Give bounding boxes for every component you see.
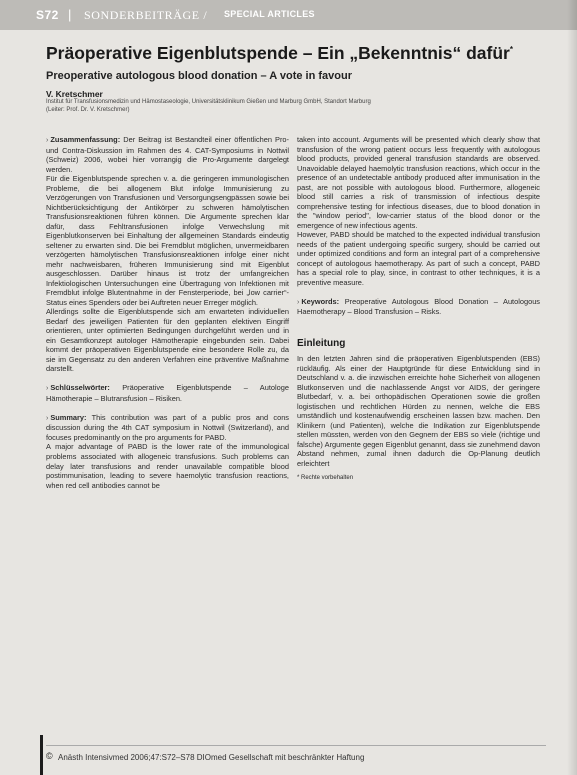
- einleitung-paragraph: In den letzten Jahren sind die präoperativen Eigenblutspenden (EBS) rückläufig. Als einer der Hauptgründe für diese Entwicklung sind in Deutschland v. a. die inzwischen erreichte hohe Sicherheit von allogenen Blutkonserven und die nachlassende Angst vor AIDS, der geringere Blutbedarf, v. a. bei orthopädischen Operationen sowie die großen logistischen und rechtlichen Hürden zu nennen, welche die EBS umständlich und kostenaufwendig erscheinen lassen bzw. machen. Den Klinikern (und Patienten), welche die Indikation zur Eigenblutspende stellen müssten, werden von den Gegnern der EBS so viele (richtige und falsche) Argumente gegen Eigenblut genannt, dass sie zunehmend davon Abstand nehmen, zumal ihnen dadurch die Op-Planung deutlich erleichtert: [297, 354, 540, 468]
- arrow-marker-icon: ›: [46, 414, 49, 422]
- zusammenfassung-label: Zusammenfassung:: [50, 135, 121, 144]
- arrow-marker-icon: ›: [46, 385, 49, 393]
- summary-text: This contribution was part of a public pros and cons discussion during the 4th CAT symposium in Nottwil (Switzerland), and focuses predominantly on the pro arguments for PABD.: [46, 412, 290, 442]
- summary-continuation: taken into account. Arguments will be presented which clearly show that transfusion of the wrong patient occurs less frequently with autologous blood products, provided general transfusion standards are observed. Unavoidable delayed haemolytic transfusion reactions, which occur in the presence of an undetectable antibody produced after immunisation in the past, are not possible with autologous blood. Furthermore, allogeneic blood still carries a risk of transmission of infectious despite comprehensive testing for infectious diseases, due to blood donation in the "window period", low-carrier status of the blood donor or the emergence of new infectious agents.: [297, 135, 540, 230]
- section-heading-einleitung: Einleitung: [297, 337, 346, 349]
- page-number: S72: [36, 8, 59, 22]
- arrow-marker-icon: ›: [46, 137, 49, 144]
- right-column: [297, 135, 540, 484]
- article-title: [46, 43, 546, 64]
- schluesselwoerter-paragraph: [46, 383, 289, 403]
- citation-footer: Anästh Intensivmed 2006;47:S72–S78 DIOmed Gesellschaft mit beschränkter Haftung: [58, 753, 365, 762]
- article-title-text: Präoperative Eigenblutspende – Ein „Bekenntnis“ dafür: [46, 43, 510, 63]
- summary-label: Summary:: [50, 412, 87, 422]
- schluesselwoerter-text: Präoperative Eigenblutspende – Autologe Hämotherapie – Blutransfusion – Risiken.: [46, 383, 289, 403]
- arrow-marker-icon: ›: [297, 298, 300, 306]
- page-shadow: [567, 0, 577, 775]
- zusammenfassung-text: Der Beitrag ist Bestandteil einer öffentlichen Pro- und Contra-Diskussion im Rahmen des 4. CAT-Symposiums in Nottwil (Schweiz) 2006, wobei hier vorrangig die Pro-Argumente dargelegt werden.: [46, 135, 289, 174]
- title-footnote-mark: *: [509, 45, 513, 55]
- keywords-paragraph: [297, 297, 540, 317]
- article-subtitle: Preoperative autologous blood donation – A vote in favour: [46, 70, 352, 82]
- author-affiliation: Institut für Transfusionsmedizin und Hämostaseologie, Universitätsklinikum Gießen und Marburg GmbH, Standort Marburg: [46, 99, 371, 105]
- zusammenfassung-paragraph-2: Für die Eigenblutspende sprechen v. a. die geringeren immunologischen Probleme, die bei allogenem Blut infolge Immunisierung zu Verzögerungen von Transfusionen und Versorgungsengpässen sowie bei Nichtberücksichtigung der Antikörper zu schweren hämolytischen Transfusionsreaktionen führen können. Die Argumente sprechen klar dafür, dass Fehltransfusionen infolge Verwechslung mit Eigenblutkonserven bei Einhaltung der allgemeinen Standards eindeutig seltener zu erwarten sind. Die bei Fremdblut möglichen, unvermeidbaren verzögerten hämolytischen Transfusionsreaktionen infolge einer nicht mehr nachweisbaren, früheren Immunisierung sind mit Eigenblut ausgeschlossen. Darüber hinaus ist trotz der umfangreichen Infektiologischen Untersuchungen eine Übertragung von Infektionen mit Fremdblut infolge Blutentnahme in der Fensterperiode, bei „low carrier“-Status eines Spenders oder bei Auftreten neuer Erreger möglich.: [46, 174, 289, 307]
- left-column: [46, 135, 289, 490]
- summary-paragraph-2: A major advantage of PABD is the lower rate of the immunological problems associated with allogeneic transfusions. Such problems can delay later transfusions and render unavailable compatible blood postimmunisation, leading to severe haemolytic transfusion reactions, when red cell antibodies cannot be: [46, 442, 289, 490]
- journal-header-bar: [0, 0, 577, 30]
- zusammenfassung-paragraph: [46, 135, 289, 174]
- summary-paragraph-3: However, PABD should be matched to the expected individual transfusion needs of the patient undergoing specific surgery, should be carried out under optimized conditions and form an integral part of a comprehensive concept of autologous haemotherapy. As part of such a concept, PABD has a special role to play, since, in contrast to other techniques, it is a preventive measure.: [297, 230, 540, 287]
- zusammenfassung-paragraph-3: Allerdings sollte die Eigenblutspende sich am erwarteten individuellen Bedarf des jeweiligen Patienten für den geplanten elektiven Eingriff orientieren, unter optimierten Bedingungen durchgeführt werden und in ein Gesamtkonzept autologer Hämotherapie eingebunden sein. Dabei kommt der präoperativen Eigenblutspende eine besondere Rolle zu, da sie im Gegensatz zu den anderen Verfahren eine präventive Maßnahme darstellt.: [46, 307, 289, 374]
- author-name: V. Kretschmer: [46, 89, 103, 99]
- section-label-en: SPECIAL ARTICLES: [224, 9, 315, 19]
- page-edge-marker: [40, 735, 43, 775]
- copyright-icon: ©: [46, 751, 53, 761]
- header-separator: |: [68, 7, 72, 22]
- summary-paragraph: [46, 413, 289, 443]
- keywords-text: Preoperative Autologous Blood Donation – Autologous Haemotherapy – Blood Transfusion – Risks.: [297, 296, 540, 317]
- footer-divider: [46, 745, 546, 746]
- keywords-label: Keywords:: [301, 296, 340, 306]
- section-label-de: SONDERBEITRÄGE /: [84, 8, 208, 22]
- schluesselwoerter-label: Schlüsselwörter:: [50, 383, 110, 393]
- author-affiliation-head: (Leiter: Prof. Dr. V. Kretschmer): [46, 107, 130, 113]
- footnote: * Rechte vorbehalten: [297, 475, 354, 482]
